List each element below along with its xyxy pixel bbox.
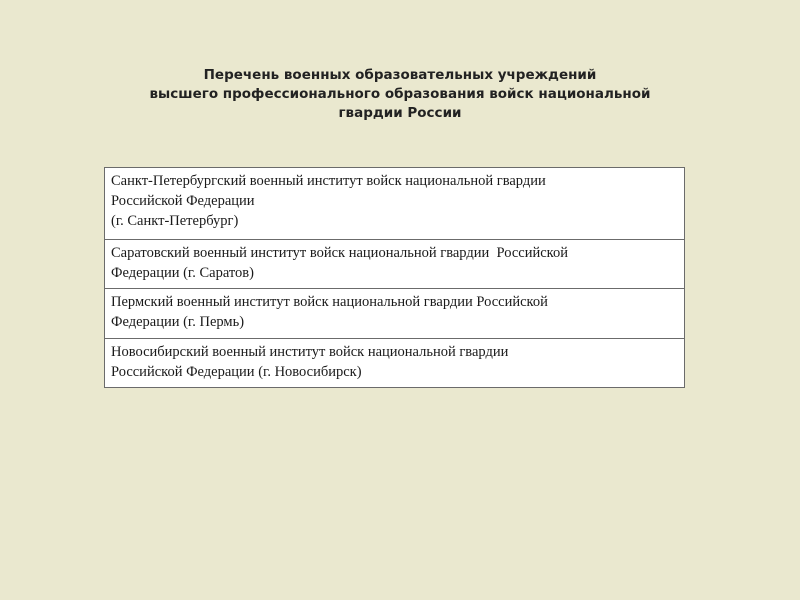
cell-line: Федерации (г. Пермь) [111, 314, 245, 330]
cell-line: Российской Федерации [111, 193, 255, 209]
title-line: гвардии России [338, 105, 462, 121]
table-row [105, 339, 685, 388]
table-cell [105, 289, 685, 339]
cell-line: Федерации (г. Саратов) [111, 265, 254, 281]
institutions-table [104, 167, 685, 388]
slide-title [90, 66, 710, 123]
cell-line: Саратовский военный институт войск национальной гвардии Российской [111, 245, 568, 261]
cell-line: Российской Федерации (г. Новосибирск) [111, 364, 362, 380]
table-row [105, 289, 685, 339]
table-cell [105, 168, 685, 240]
table-cell [105, 240, 685, 289]
title-line: Перечень военных образовательных учреждений [203, 67, 597, 83]
title-line: высшего профессионального образования войск национальной [149, 86, 651, 102]
cell-line: (г. Санкт-Петербург) [111, 213, 239, 229]
table-row [105, 168, 685, 240]
cell-line: Пермский военный институт войск национальной гвардии Российской [111, 294, 548, 310]
table-row [105, 240, 685, 289]
cell-line: Санкт-Петербургский военный институт войск национальной гвардии [111, 173, 546, 189]
table-cell [105, 339, 685, 388]
cell-line: Новосибирский военный институт войск национальной гвардии [111, 344, 509, 360]
